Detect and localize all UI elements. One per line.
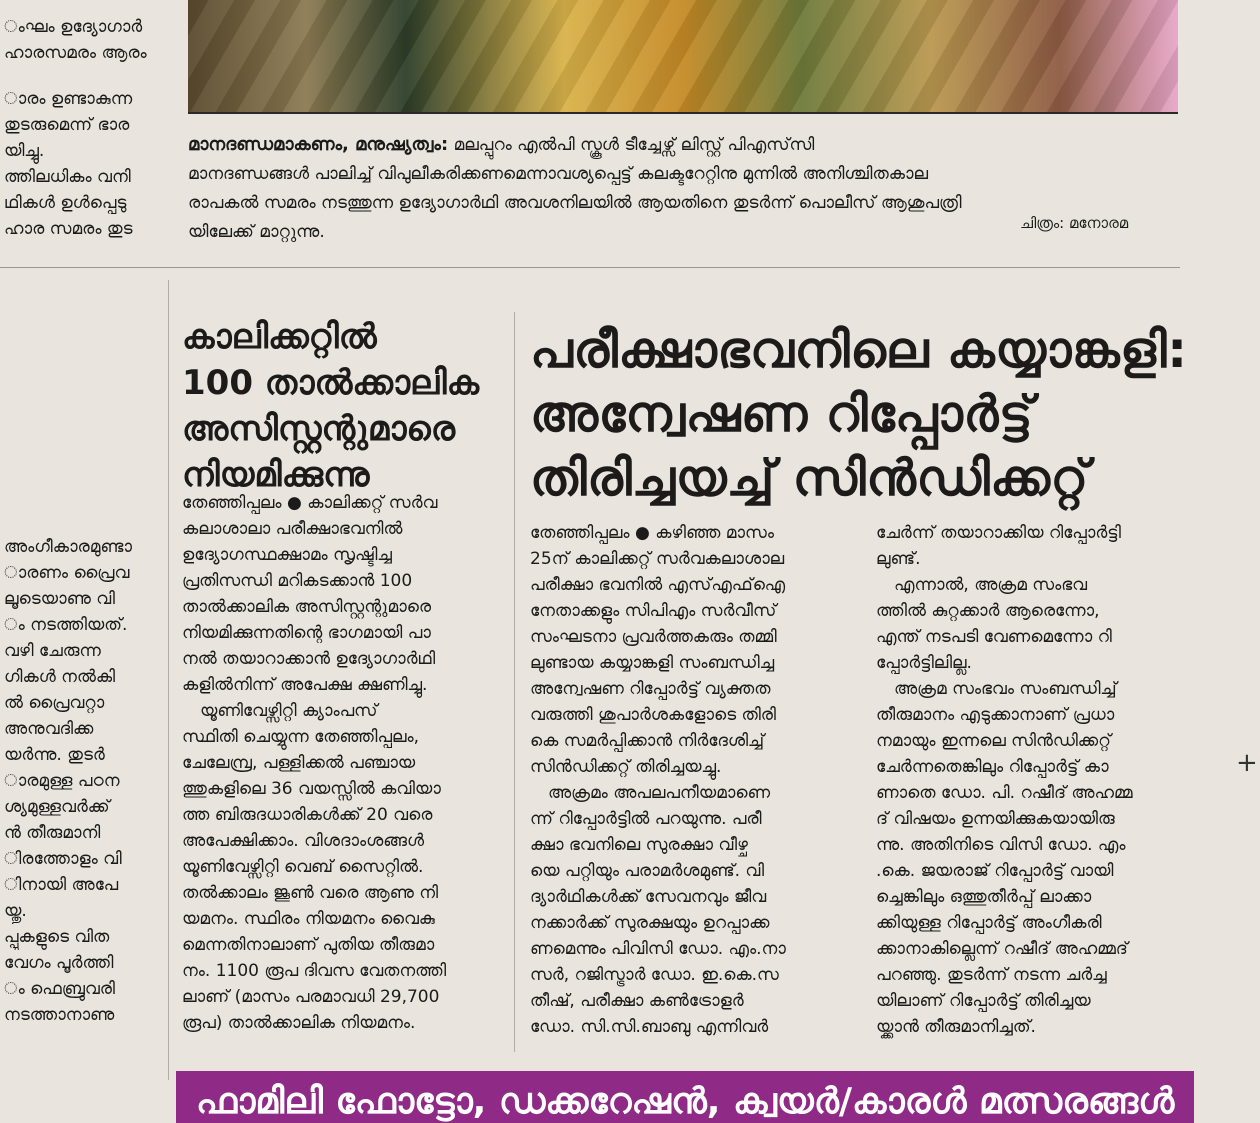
promo-banner-text: ഫാമിലി ഫോട്ടോ, ഡക്കറേഷൻ, ക്വയർ/കാരൾ മത്സരങ്ങൾ — [196, 1081, 1175, 1122]
body-line: കലാശാലാ പരീക്ഷാഭവനിൽ — [182, 519, 403, 539]
promo-banner — [176, 1071, 1194, 1123]
body-line: നം. 1100 രൂപ ദിവസ വേതനത്തി — [182, 961, 447, 981]
fragment-line: യിച്ചു. — [4, 141, 45, 161]
headline-line: അസിസ്റ്റന്റുമാരെ — [182, 409, 456, 449]
body-line: നക്കാർക്ക് സുരക്ഷയും ഉറപ്പാക്ക — [530, 913, 770, 933]
left-article-body — [182, 490, 502, 1036]
body-line: സർ, റജിസ്ട്രാർ ഡോ. ഇ.കെ.സ — [530, 965, 779, 985]
body-line: അന്വേഷണ റിപ്പോർട്ട് വ്യക്തത — [530, 679, 771, 699]
body-line: ക്കാനാകില്ലെന്ന് റഷീദ് അഹമ്മദ് — [876, 939, 1128, 959]
body-line: ലാണ് (മാസം പരമാവധി 29,700 — [182, 987, 440, 1007]
body-line: നമായും ഇന്നലെ സിൻഡിക്കറ്റ് — [876, 731, 1111, 751]
body-line: ഉദ്യോഗസ്ഥക്ഷാമം സൃഷ്ടിച്ച — [182, 545, 392, 565]
body-line: അക്രമം അപലപനീയമാണെ — [548, 783, 771, 803]
fragment-line: ത്തിലധികം വനി — [4, 167, 131, 187]
fragment-line: അനുവദിക്ക — [4, 719, 94, 739]
body-line: സംഘടനാ പ്രവർത്തകരും തമ്മി — [530, 627, 777, 647]
headline-line: 100 താൽക്കാലിക — [182, 363, 480, 403]
fragment-line: വേഗം പൂർത്തി — [4, 953, 114, 973]
body-line: ദ് വിഷയം ഉന്നയിക്കുകയായിരു — [876, 809, 1115, 829]
body-line: അക്രമ സംഭവം സംബന്ധിച്ച് — [894, 679, 1117, 699]
body-line: ണാതെ ഡോ. പി. റഷീദ് അഹമ്മ — [876, 783, 1133, 803]
body-line: ലുണ്ടായ കയ്യാങ്കളി സംബന്ധിച്ച — [530, 653, 775, 673]
body-line: പ്പോർട്ടിലില്ല. — [876, 653, 972, 673]
body-line: തീഷ്, പരീക്ഷാ കൺട്രോളർ — [530, 991, 744, 1011]
body-line: താൽക്കാലിക അസിസ്റ്റന്റുമാരെ — [182, 597, 432, 617]
body-line: ചേർന്ന് തയാറാക്കിയ റിപ്പോർട്ടി — [876, 523, 1121, 543]
caption-line-2: മാനദണ്ഡങ്ങൾ പാലിച്ച് വിപുലീകരിക്കണമെന്നാവശ്യപ്പെട്ട് കലക്ടറേറ്റിനു മുന്നിൽ അനിശ്ചിതകാല — [188, 164, 929, 184]
body-line: ദ്യാർഥികൾക്ക് സേവനവും ജീവ — [530, 887, 767, 907]
fragment-line: ം ഫെബ്രുവരി — [4, 979, 115, 999]
column-divider-left — [168, 280, 169, 1080]
fragment-line: ഗികൾ നൽകി — [4, 667, 116, 687]
fragment-line: വഴി ചേരുന്ന — [4, 641, 101, 661]
caption-line-4: യിലേക്ക് മാറ്റുന്നു. — [188, 222, 325, 242]
fragment-line: ാരമുള്ള പഠന — [4, 771, 120, 791]
body-line: മെന്നതിനാലാണ് പുതിയ തീരുമാ — [182, 935, 435, 955]
body-line: ക്ഷാ ഭവനിലെ സുരക്ഷാ വീഴ്ച — [530, 835, 748, 855]
fragment-line: അംഗീകാരമുണ്ടാ — [4, 537, 133, 557]
fragment-line: തുടരുമെന്ന് ഭാര — [4, 115, 130, 135]
photo-credit: ചിത്രം: മനോരമ — [1020, 214, 1129, 232]
fragment-line: ാരം ഉണ്ടാകുന്ന — [4, 89, 133, 109]
horizontal-rule — [0, 267, 1180, 268]
body-line: യൂണിവേഴ്സിറ്റി ക്യാംപസ് — [200, 701, 378, 721]
body-line: തൽക്കാലം ജൂൺ വരെ ആണു നി — [182, 883, 439, 903]
main-article-column-2 — [876, 520, 1192, 1040]
body-line: പറഞ്ഞു. തുടർന്ന് നടന്ന ചർച്ച — [876, 965, 1107, 985]
left-article-headline — [182, 314, 502, 498]
fragment-line: ിനായി അപേ — [4, 875, 119, 895]
fragment-line: ംഘം ഉദ്യോഗാർ — [4, 17, 143, 37]
left-fragment-bottom — [4, 534, 164, 1028]
caption-line-1 — [188, 130, 1178, 160]
fragment-line: ൻ തീരുമാനി — [4, 823, 101, 843]
fragment-line: ഹാര സമരം തുട — [4, 219, 133, 239]
body-line: ച്ചെങ്കിലും ഒത്തുതീർപ്പ് ലാക്കാ — [876, 887, 1092, 907]
body-line: യിലാണ് റിപ്പോർട്ട് തിരിച്ചയ — [876, 991, 1091, 1011]
body-line: യ്ക്കാൻ തീരുമാനിച്ചത്. — [876, 1017, 1036, 1037]
body-line: ചേലേമ്പ്ര, പള്ളിക്കൽ പഞ്ചായ — [182, 753, 416, 773]
caption-lead: മാനദണ്ഡമാകണം, മനുഷ്യത്വം: — [188, 134, 449, 155]
body-line: ത്ത ബിരുദധാരികൾക്ക് 20 വരെ — [182, 805, 433, 825]
body-line: ക്കിയുള്ള റിപ്പോർട്ട് അംഗീകരി — [876, 913, 1102, 933]
headline-line: കാലിക്കറ്റിൽ — [182, 317, 377, 357]
fragment-line: ൽ പ്രൈവറ്റാ — [4, 693, 105, 713]
body-line: 25ന് കാലിക്കറ്റ് സർവകലാശാല — [530, 549, 785, 569]
body-line: .കെ. ജയരാജ് റിപ്പോർട്ട് വായി — [876, 861, 1114, 881]
body-line: യമനം. സ്ഥിരം നിയമനം വൈകു — [182, 909, 435, 929]
fragment-line: ാരണം പ്രൈവ — [4, 563, 130, 583]
news-photo — [188, 0, 1178, 114]
body-line: എന്നാൽ, അക്രമ സംഭവ — [894, 575, 1088, 595]
body-line: നിയമിക്കുന്നതിന്റെ ഭാഗമായി പാ — [182, 623, 431, 643]
fragment-line: ഥികൾ ഉൾപ്പെടു — [4, 193, 127, 213]
headline-line: അന്വേഷണ റിപ്പോർട്ട് — [530, 385, 1034, 443]
main-article-column-1 — [530, 520, 852, 1040]
column-divider-main — [514, 312, 515, 1052]
fragment-line: യ്തു. — [4, 901, 27, 921]
fragment-line: യർന്നു. തുടർ — [4, 745, 105, 765]
fragment-line: ലൂടെയാണു വി — [4, 589, 115, 609]
fragment-line: ഹാരസമരം ആരം — [4, 43, 147, 63]
body-line: ഡോ. സി.സി.ബാബു എന്നിവർ — [530, 1017, 769, 1037]
body-line: പരീക്ഷാ ഭവനിൽ എസ്എഫ്ഐ — [530, 575, 786, 595]
headline-line: പരീക്ഷാഭവനിലെ കയ്യാങ്കളി: — [530, 321, 1188, 379]
body-line: അപേക്ഷിക്കാം. വിശദാംശങ്ങൾ — [182, 831, 425, 851]
body-line: ത്തുകളിലെ 36 വയസ്സിൽ കവിയാ — [182, 779, 441, 799]
body-line: തേഞ്ഞിപ്പലം ● കഴിഞ്ഞ മാസം — [530, 523, 774, 543]
registration-mark: + — [1236, 748, 1258, 778]
caption-line-3: രാപകൽ സമരം നടത്തുന്ന ഉദ്യോഗാർഥി അവശനിലയിൽ ആയതിനെ തുടർന്ന് പൊലീസ് ആശുപത്രി — [188, 193, 962, 213]
body-line: ചേർന്നതെങ്കിലും റിപ്പോർട്ട് കാ — [876, 757, 1109, 777]
body-line: പ്രതിസന്ധി മറികടക്കാൻ 100 — [182, 571, 413, 591]
body-line: ത്തിൽ കുറ്റക്കാർ ആരെന്നോ, — [876, 601, 1100, 621]
body-line: നൽ തയാറാക്കാൻ ഉദ്യോഗാർഥി — [182, 649, 436, 669]
photo-texture — [188, 0, 1178, 112]
body-line: ന്നു. അതിനിടെ വിസി ഡോ. എം — [876, 835, 1126, 855]
body-line: യെ പറ്റിയും പരാമർശമുണ്ട്. വി — [530, 861, 765, 881]
left-fragment-top — [4, 14, 164, 242]
headline-line: നിയമിക്കുന്നു — [182, 455, 370, 495]
left-column-fragment — [0, 0, 168, 1123]
body-line: ലുണ്ട്. — [876, 549, 921, 569]
body-line: കെ സമർപ്പിക്കാൻ നിർദേശിച്ച് — [530, 731, 765, 751]
fragment-line: ശ്യമുള്ളവർക്ക് — [4, 797, 110, 817]
main-article-headline — [530, 318, 1190, 510]
body-line: കളിൽനിന്ന് അപേക്ഷ ക്ഷണിച്ചു. — [182, 675, 428, 695]
fragment-line: പ്പുകളുടെ വിത — [4, 927, 110, 947]
body-line: എന്ത് നടപടി വേണമെന്നോ റി — [876, 627, 1112, 647]
body-line: ണമെന്നും പിവിസി ഡോ. എം.നാ — [530, 939, 786, 959]
body-line: തീരുമാനം എടുക്കാനാണ് പ്രധാ — [876, 705, 1115, 725]
fragment-line: നടത്താനാണു — [4, 1005, 115, 1025]
fragment-line: ിരത്തോളം വി — [4, 849, 122, 869]
body-line: വരുത്തി ശുപാർശകളോടെ തിരി — [530, 705, 776, 725]
body-line: യൂണിവേഴ്സിറ്റി വെബ് സൈറ്റിൽ. — [182, 857, 424, 877]
body-line: സ്ഥിതി ചെയ്യുന്ന തേഞ്ഞിപ്പലം, — [182, 727, 420, 747]
body-line: രൂപ) താൽക്കാലിക നിയമനം. — [182, 1013, 416, 1033]
body-line: തേഞ്ഞിപ്പലം ● കാലിക്കറ്റ് സർവ — [182, 493, 438, 513]
fragment-line: ം നടത്തിയത്. — [4, 615, 128, 635]
body-line: സിൻഡിക്കറ്റ് തിരിച്ചയച്ചു. — [530, 757, 722, 777]
caption-line-1-rest: മലപ്പുറം എൽപി സ്കൂൾ ടീച്ചേഴ്സ് ലിസ്റ്റ് പിഎസ്‌സി — [448, 135, 815, 155]
headline-line: തിരിച്ചയച്ച് സിൻഡിക്കറ്റ് — [530, 449, 1089, 507]
fragment-line — [4, 66, 164, 86]
body-line: നേതാക്കളും സിപിഎം സർവീസ് — [530, 601, 777, 621]
body-line: ന്ന് റിപ്പോർട്ടിൽ പറയുന്നു. പരീ — [530, 809, 762, 829]
